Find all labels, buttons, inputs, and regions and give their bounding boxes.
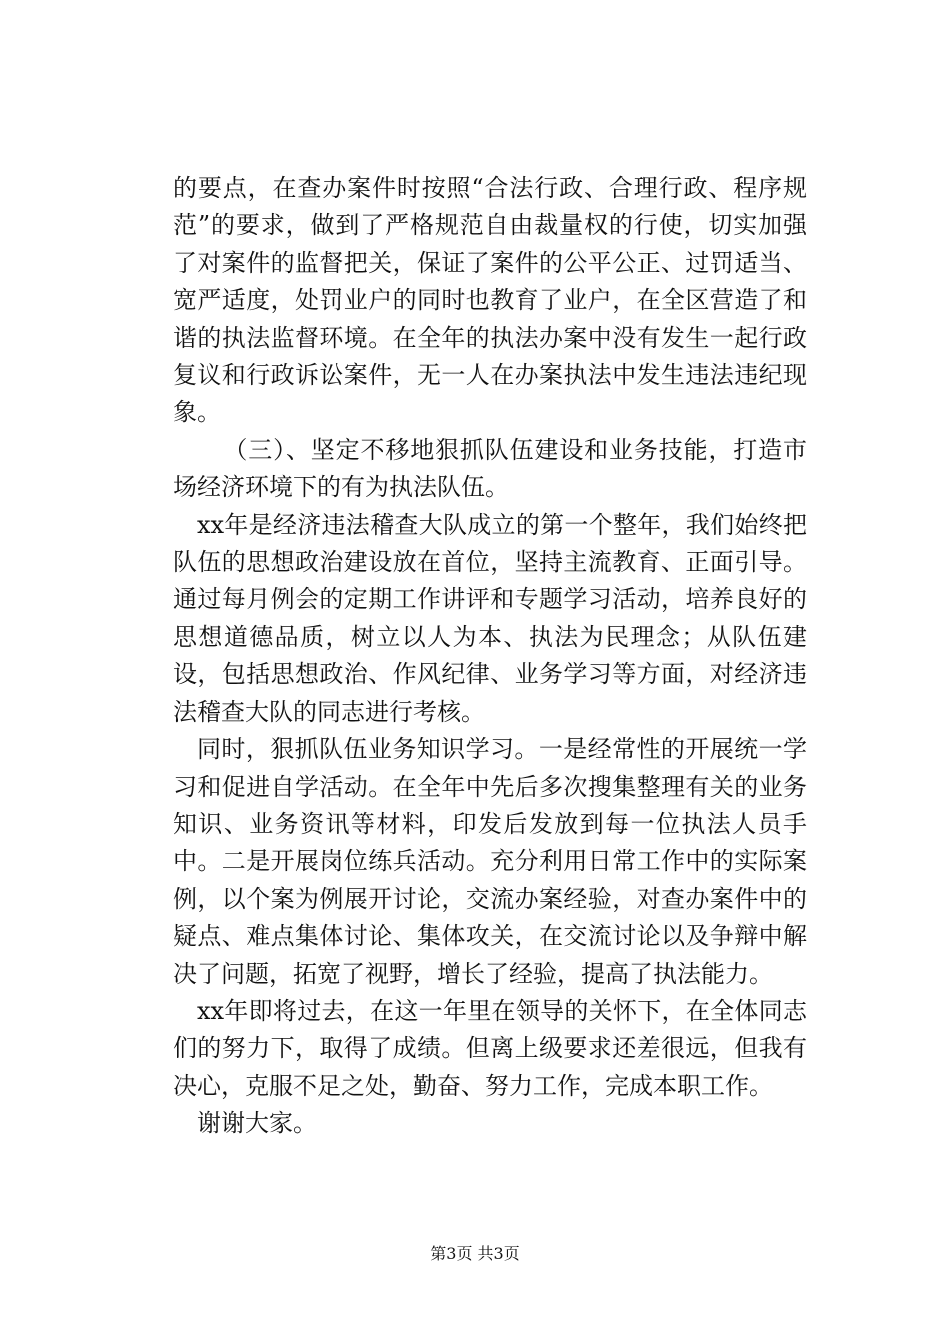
page-number-footer: 第3页 共3页 (430, 1244, 520, 1263)
paragraph-team-building: xx年是经济违法稽查大队成立的第一个整年，我们始终把队伍的思想政治建设放在首位，坚持主流教育、正面引导。通过每月例会的定期工作讲评和专题学习活动，培养良好的思想道德品质，树立以人为本、执法为民理念；从队伍建设，包括思想政治、作风纪律、业务学习等方面，对经济违法稽查大队的同志进行考核。 (173, 510, 807, 726)
paragraph-continuation: 的要点，在查办案件时按照“合法行政、合理行政、程序规范”的要求，做到了严格规范自由裁量权的行使，切实加强了对案件的监督把关，保证了案件的公平公正、过罚适当、宽严适度，处罚业户的同时也教育了业户，在全区营造了和谐的执法监督环境。在全年的执法办案中没有发生一起行政复议和行政诉讼案件，无一人在办案执法中发生违法违纪现象。 (173, 174, 807, 427)
document-body (173, 170, 807, 1143)
paragraph-thanks: 谢谢大家。 (197, 1109, 317, 1138)
paragraph-section-heading: （三）、坚定不移地狠抓队伍建设和业务技能，打造市场经济环境下的有为执法队伍。 (173, 435, 807, 502)
paragraph-skills-training: 同时，狠抓队伍业务知识学习。一是经常性的开展统一学习和促进自学活动。在全年中先后多次搜集整理有关的业务知识、业务资讯等材料，印发后发放到每一位执法人员手中。二是开展岗位练兵活动。充分利用日常工作中的实际案例，以个案为例展开讨论，交流办案经验，对查办案件中的疑点、难点集体讨论、集体攻关，在交流讨论以及争辩中解决了问题，拓宽了视野，增长了经验，提高了执法能力。 (173, 735, 807, 988)
paragraph-conclusion: xx年即将过去，在这一年里在领导的关怀下，在全体同志们的努力下，取得了成绩。但离上级要求还差很远，但我有决心，克服不足之处，勤奋、努力工作，完成本职工作。 (173, 996, 807, 1100)
